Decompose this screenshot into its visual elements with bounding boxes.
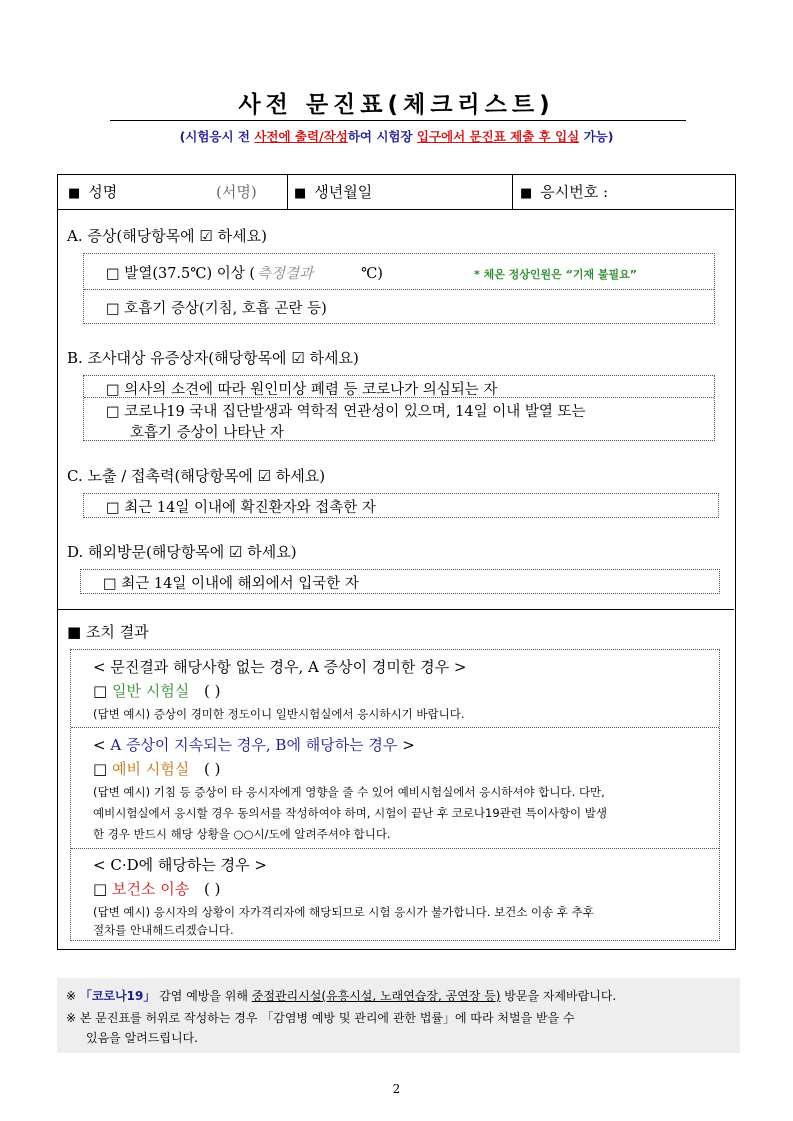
- health-center-label: 보건소 이송: [111, 880, 190, 898]
- covid-label: 「코로나19」: [79, 989, 156, 1003]
- case1-heading: < 문진결과 해당사항 없는 경우, A 증상이 경미한 경우 >: [93, 658, 467, 676]
- section-d-label: D. 해외방문(해당항목에 ☑ 하세요): [67, 543, 297, 561]
- facility-list: 중점관리시설(유흥시설, 노래연습장, 공연장 등): [251, 989, 501, 1003]
- overseas-item[interactable]: □ 최근 14일 이내에 해외에서 입국한 자: [103, 576, 359, 592]
- note-2-line2: 있음을 알려드립니다.: [86, 1031, 198, 1045]
- case2-close: >: [397, 736, 415, 754]
- checkbox-icon: □: [93, 682, 108, 700]
- section-a-box: [83, 253, 715, 324]
- case2-open: <: [93, 736, 111, 754]
- general-room-option[interactable]: [93, 680, 220, 701]
- action-label: ■ 조치 결과: [67, 623, 149, 641]
- celsius-unit: ℃): [361, 266, 383, 282]
- reserve-room-option[interactable]: [93, 758, 220, 779]
- reserve-room-label: 예비 시험실: [111, 760, 190, 778]
- birth-label: 생년월일: [314, 183, 373, 201]
- case3-heading: < C·D에 해당하는 경우 >: [93, 856, 267, 874]
- section-c-label: C. 노출 / 접촉력(해당항목에 ☑ 하세요): [67, 467, 326, 485]
- subtitle: [0, 127, 793, 145]
- case2-heading: [93, 734, 415, 755]
- checkbox-icon: □: [93, 760, 108, 778]
- checkbox-icon: □: [93, 880, 108, 898]
- note-1-end: 방문을 자제바랍니다.: [500, 989, 617, 1003]
- measurement-hint: 측정결과: [257, 266, 314, 282]
- questionnaire-form: [57, 174, 736, 950]
- section-c-box: [83, 493, 719, 518]
- subtitle-part-3: 하여 시험장: [347, 129, 417, 144]
- page-title: 사전 문진표(체크리스트): [238, 92, 555, 118]
- birth-cell[interactable]: [294, 175, 514, 210]
- case3-example-line1: (답변 예시) 응시자의 상황이 자가격리자에 해당되므로 시험 응시가 불가합니다. 보건소 이송 후 추후: [93, 905, 594, 919]
- subtitle-part-5: 가능): [579, 129, 614, 144]
- section-b-box: [83, 375, 715, 441]
- section-a-label: A. 증상(해당항목에 ☑ 하세요): [67, 227, 267, 245]
- exam-number-cell[interactable]: [520, 175, 730, 210]
- square-bullet: ■: [68, 186, 81, 201]
- note-1: [66, 987, 616, 1004]
- general-room-label: 일반 시험실: [111, 682, 190, 700]
- name-cell[interactable]: [68, 175, 288, 210]
- cluster-item-line2: 호흡기 증상이 나타난 자: [130, 425, 284, 441]
- case1-example: (답변 예시) 증상이 경미한 정도이니 일반시험실에서 응시하시기 바랍니다.: [93, 707, 465, 721]
- subtitle-part-2: 사전에 출력/작성: [254, 129, 348, 144]
- header-divider-1: [287, 175, 288, 210]
- health-center-option[interactable]: [93, 878, 220, 899]
- case2-condition: A 증상이 지속되는 경우, B에 해당하는 경우: [110, 736, 398, 754]
- case2-example-line1: (답변 예시) 기침 등 증상이 타 응시자에게 영향을 줄 수 있어 예비시험실에서 응시하셔야 합니다. 다만,: [93, 785, 605, 799]
- fever-note: * 체온 정상인원은 “기재 불필요”: [474, 268, 638, 281]
- cluster-item-line1[interactable]: □ 코로나19 국내 집단발생과 역학적 연관성이 있으며, 14일 이내 발열 또는: [106, 404, 586, 420]
- name-label: 성명: [88, 183, 118, 201]
- signature-hint: (서명): [216, 183, 257, 201]
- section-d-box: [80, 569, 720, 594]
- dotted-divider: [71, 848, 719, 849]
- respiratory-item[interactable]: □ 호흡기 증상(기침, 호흡 곤란 등): [106, 301, 327, 317]
- dotted-divider: [71, 727, 719, 728]
- health-center-paren: ( ): [203, 880, 221, 898]
- pneumonia-item[interactable]: □ 의사의 소견에 따라 원인미상 폐렴 등 코로나가 의심되는 자: [106, 382, 498, 398]
- section-b-label: B. 조사대상 유증상자(해당항목에 ☑ 하세요): [67, 349, 359, 367]
- contact-item[interactable]: □ 최근 14일 이내에 확진환자와 접촉한 자: [106, 500, 376, 516]
- subtitle-part-4: 입구에서 문진표 제출 후 입실: [416, 129, 580, 144]
- note-2-line1: ※ 본 문진표를 허위로 작성하는 경우 「감염병 예방 및 관리에 관한 법률」에 따라 처벌을 받을 수: [66, 1011, 575, 1025]
- reserve-room-paren: ( ): [203, 760, 221, 778]
- page-number: 2: [392, 1082, 401, 1096]
- action-box: [70, 649, 720, 941]
- dotted-divider: [84, 397, 714, 398]
- action-separator: [58, 609, 734, 610]
- square-bullet: ■: [294, 186, 307, 201]
- fever-label: □ 발열(37.5℃) 이상 (: [106, 266, 256, 282]
- case2-example-line3: 한 경우 반드시 해당 상황을 ○○시/도에 알려주셔야 합니다.: [93, 827, 391, 841]
- case2-example-line2: 예비시험실에서 응시할 경우 동의서를 작성하여야 하며, 시험이 끝난 후 코로나19관련 특이사항이 발생: [93, 806, 607, 820]
- case3-example-line2: 절차를 안내해드리겠습니다.: [93, 923, 234, 937]
- dotted-divider: [84, 289, 714, 290]
- fever-item[interactable]: [106, 262, 383, 283]
- notes-panel: [57, 978, 740, 1053]
- note-1-mid: 감염 예방을 위해: [155, 989, 252, 1003]
- general-room-paren: ( ): [203, 682, 221, 700]
- note-mark: ※: [66, 989, 77, 1003]
- exam-number-label: 응시번호 :: [540, 183, 609, 201]
- subtitle-part-1: (시험응시 전: [179, 129, 255, 144]
- title-underline: [110, 120, 686, 121]
- square-bullet: ■: [520, 186, 533, 201]
- header-divider-2: [512, 175, 513, 210]
